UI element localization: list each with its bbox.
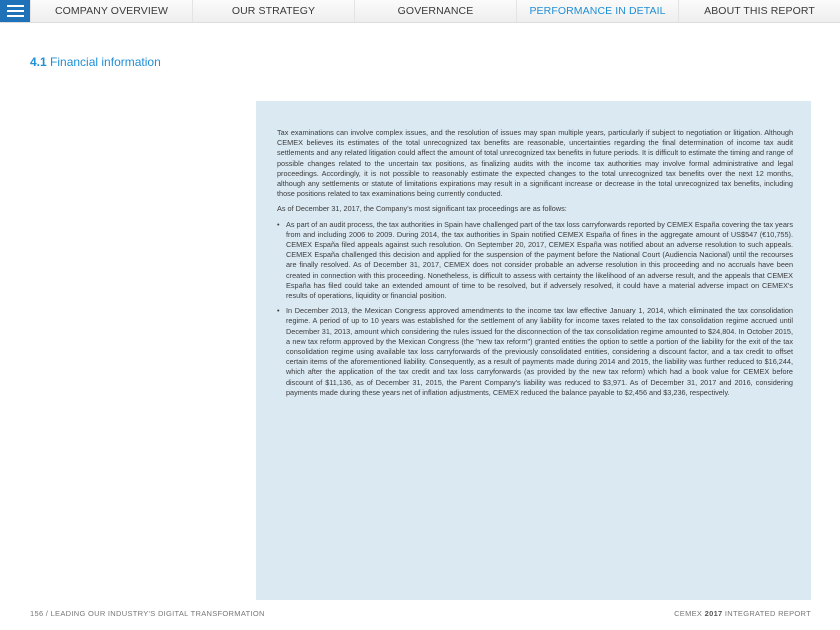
tab-about-this-report[interactable]: ABOUT THIS REPORT: [678, 0, 840, 22]
menu-line: [7, 10, 24, 12]
paragraph: Tax examinations can involve complex issues, and the resolution of issues may span multiple years, particularly if subject to negotiation or litigation. Although CEMEX believes its estimates of the total unrecognized tax benefits are reasonable, uncertainties regarding the final determination of income tax audit settlements and any related litigation could affect the amount of total unrecognized tax benefits in future periods. It is difficult to estimate the timing and range of possible changes related to the uncertain tax positions, as finalizing audits with the income tax authorities may involve formal administrative and legal proceedings. Accordingly, it is not possible to reasonably estimate the expected changes to the total unrecognized tax benefits over the next 12 months, although any settlements or statute of limitations expirations may result in a significant increase or decrease in the total unrecognized tax benefits, including those positions related to tax examinations being currently conducted.: [277, 128, 793, 199]
bullet-list: [277, 220, 793, 398]
footer-year: 2017: [704, 609, 723, 618]
content-panel: [256, 101, 811, 600]
footer-report-label: INTEGRATED REPORT: [724, 609, 811, 618]
paragraph: As of December 31, 2017, the Company's most significant tax proceedings are as follows:: [277, 204, 567, 214]
list-item: [277, 306, 793, 398]
list-item: [277, 220, 793, 302]
menu-line: [7, 5, 24, 7]
nav-tabs: [30, 0, 840, 22]
footer-brand: CEMEX: [674, 609, 703, 618]
footer-page-info: 156 / LEADING OUR INDUSTRY'S DIGITAL TRANSFORMATION: [30, 609, 265, 618]
bullet-icon: •: [277, 306, 280, 316]
section-number: 4.1: [30, 55, 47, 69]
section-title: [30, 55, 161, 69]
list-item-text: In December 2013, the Mexican Congress approved amendments to the income tax law effective January 1, 2014, which eliminated the tax consolidation regime. A period of up to 10 years was established for the settlement of any liability for income taxes related to the tax consolidation regime accrued until December 31, 2013, amount which considering the rules issued for the disconnection of the tax consolidation regime amounted to $24,804. In October 2015, a new tax reform approved by the Mexican Congress (the "new tax reform") granted entities the option to settle a portion of the liability for the exit of the tax consolidation regime using available tax loss carryforwards of the previously consolidated entities, considering a discount factor, and a tax credit to offset certain items of the aforementioned liability. Consequently, as a result of payments made during 2014 and 2015, the liability was further reduced to $16,244, which after the application of the tax credit and tax loss carryforwards (as provided by the new tax reform) which had a book value for CEMEX before discount of $11,136, as of December 31, 2015, the Parent Company's liability was reduced to $3,971. As of December 31, 2017 and 2016, considering payments made during these years net of inflation adjustments, CEMEX reduced the balance payable to $2,456 and $3,236, respectively.: [286, 306, 793, 397]
footer-report-title: [674, 609, 811, 618]
top-navigation: [0, 0, 840, 23]
menu-line: [7, 15, 24, 17]
tab-our-strategy[interactable]: OUR STRATEGY: [192, 0, 354, 22]
body-text: [277, 128, 793, 403]
tab-performance-in-detail[interactable]: PERFORMANCE IN DETAIL: [516, 0, 678, 22]
section-title-text: Financial information: [50, 55, 161, 69]
tab-company-overview[interactable]: COMPANY OVERVIEW: [30, 0, 192, 22]
hamburger-menu-icon[interactable]: [0, 0, 30, 22]
bullet-icon: •: [277, 219, 280, 229]
list-item-text: As part of an audit process, the tax authorities in Spain have challenged part of the tax loss carryforwards reported by CEMEX España covering the tax years from and including 2006 to 2009. During 2014, the tax authorities in Spain notified CEMEX España of fines in the aggregate amount of US$547 (€10,755). CEMEX España filed appeals against such resolution. On September 20, 2017, CEMEX España was notified about an adverse resolution to such appeals. CEMEX España challenged this decision and applied for the suspension of the payment before the National Court (Audiencia Nacional) until the recourses are finally resolved. As of December 31, 2017, CEMEX does not consider probable an adverse resolution in this proceeding and no accruals have been created in connection with this proceeding. Nonetheless, is difficult to assess with certainty the likelihood of an adverse result, and the appeals that CEMEX España has filed could take an extended amount of time to be resolved, but if adversely resolved, it could have a material adverse impact on CEMEX's results of operations, liquidity or financial position.: [286, 219, 793, 301]
tab-governance[interactable]: GOVERNANCE: [354, 0, 516, 22]
